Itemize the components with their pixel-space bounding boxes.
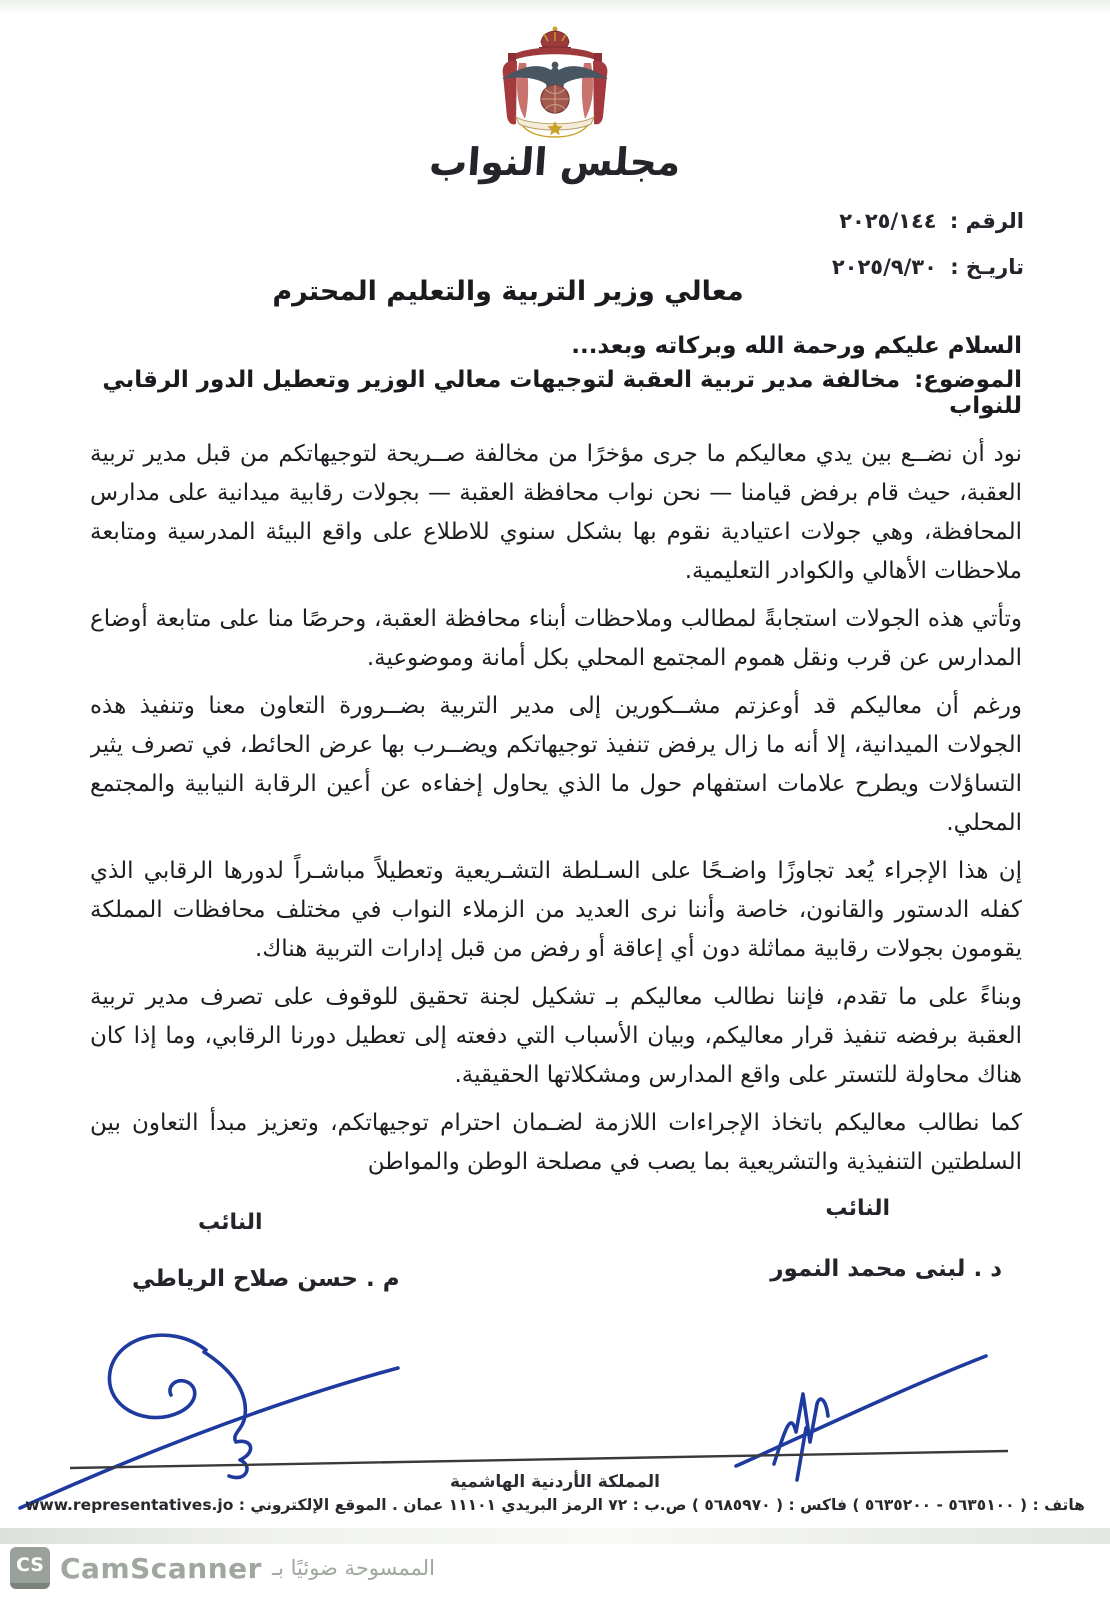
camscanner-watermark [10,1547,435,1589]
reference-number-line [832,198,1024,244]
scan-edge-shadow [0,0,1110,14]
date-value: ٢٠٢٥/٩/٣٠ [831,255,937,279]
deputy-name-right: د . لبنى محمد النمور [770,1256,1002,1282]
kingdom-name-calligraphy: المملكة الأردنية الهاشمية [450,1472,660,1492]
paragraph-2: وتأتي هذه الجولات استجابةً لمطالب وملاحظات أبناء محافظة العقبة، وحرصًا منا على متابعة أوضاع المدارس عن قرب ونقل هموم المجتمع المحلي بكل أمانة وموضوعية. [90,606,1022,671]
jordan-coat-of-arms-icon [470,24,640,146]
camscanner-badge-icon: CS [10,1547,50,1589]
scan-shadow-band [0,1528,1110,1544]
paragraph-3: ورغم أن معاليكم قد أوعزتم مشــكورين إلى مدير التربية بضــرورة التعاون معنا وتنفيذ هذه الجولات الميدانية، إلا أنه ما زال يرفض تنفيذ توجيهاتكم ويضــرب بها عرض الحائط، في تصرف يثير التساؤلات ويطرح علامات استفهام حول ما الذي يحاول إخفاءه عن أعين الرقابة النيابية والمجتمع المحلي. [90,693,1022,836]
recipient-heading: معالي وزير التربية والتعليم المحترم [272,276,744,307]
council-name-calligraphy: مجلس النواب [427,140,683,184]
signature-right-diagonal [736,1356,986,1466]
camscanner-app-name: CamScanner [60,1551,262,1585]
deputy-title-right: النائب [825,1196,890,1221]
signature-left-stem [204,1352,251,1478]
salutation-line: السلام عليكم ورحمة الله وبركاته وبعد... [571,333,1022,359]
paragraph-5: وبناءً على ما تقدم، فإننا نطالب معاليكم بـ تشكيل لجنة تحقيق للوقوف على تصرف مدير تربية العقبة برفضه تنفيذ قرار معاليكم، وبيان الأسباب التي دفعته إلى تعطيل دورنا الرقابي، وما إذا كان هناك محاولة للتستر على واقع المدارس ومشكلاتها الحقيقية. [90,984,1022,1088]
deputy-name-left: م . حسن صلاح الرياطي [132,1266,400,1292]
letter-body [90,276,1022,1206]
paragraph-4: إن هذا الإجراء يُعد تجاوزًا واضـحًا على السـلطة التشـريعية وتعطيلاً مباشـراً لدورها الرقابي الذي كفله الدستور والقانون، خاصة وأننا نرى العديد من الزملاء النواب في مختلف محافظات المملكة يقومون بجولات رقابية مماثلة دون أي إعاقة أو رفض من قبل إدارات التربية هناك. [90,858,1022,962]
footer-rule [70,1451,1008,1468]
subject-line [90,367,1022,419]
subject-label: الموضوع: [914,367,1022,393]
paragraph-6: كما نطالب معاليكم باتخاذ الإجراءات اللازمة لضـمان احترام توجيهاتكم، وتعزيز مبدأ التعاون بين السلطتين التنفيذية والتشريعية بما يصب في مصلحة الوطن والمواطن [90,1110,1022,1175]
footer-contact-line: هاتف : ( ٥٦٣٥١٠٠ - ٥٦٣٥٢٠٠ ) فاكس : ( ٥٦٨٥٩٧٠ ) ص.ب : ٧٢ الرمز البريدي ١١١٠١ عمان . الموقع الإلكتروني : www.representatives.jo [25,1496,1085,1514]
paragraph-1: نود أن نضــع بين يدي معاليكم ما جرى مؤخرًا من مخالفة صــريحة لتوجيهاتكم من قبل مدير تربية العقبة، حيث قام برفض قيامنا — نحن نواب محافظة العقبة — بجولات رقابية ميدانية على مدارس المحافظة، وهي جولات اعتيادية نقوم بها بشكل سنوي للاطلاع على واقع البيئة المدرسية ومتابعة ملاحظات الأهالي والكوادر التعليمية. [90,441,1022,584]
subject-text: مخالفة مدير تربية العقبة لتوجيهات معالي الوزير وتعطيل الدور الرقابي للنواب [102,367,1022,419]
deputy-title-left: النائب [198,1210,263,1235]
date-label: تاريـخ : [950,255,1024,279]
signature-left-loop [109,1335,206,1417]
reference-number-value: ٢٠٢٥/١٤٤ [839,209,937,233]
camscanner-scanned-text: الممسوحة ضوئيًا بـ [271,1556,435,1580]
letter-paragraphs [90,435,1022,1182]
reference-number-label: الرقم : [949,209,1024,233]
